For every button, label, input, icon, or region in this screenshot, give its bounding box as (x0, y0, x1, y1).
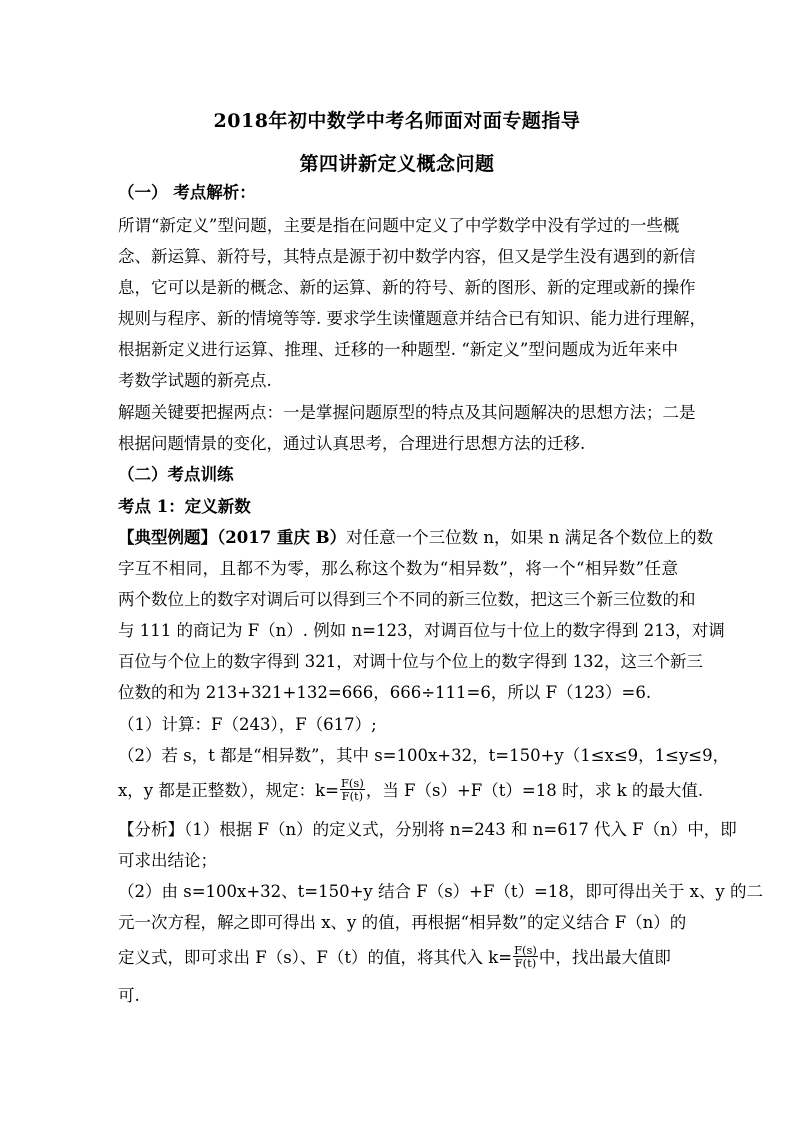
fraction-k (513, 944, 538, 969)
example-source: （2017 重庆 B） (217, 528, 347, 547)
analysis-text: 定义式，即可求出 F（s）、F（t）的值，将其代入 k= (118, 948, 513, 967)
key-points-line: 根据问题情景的变化，通过认真思考，合理进行思想方法的迁移. (118, 434, 586, 453)
section2-heading: （二）考点训练 (118, 465, 234, 484)
analysis-line: 可. (118, 986, 140, 1005)
fraction-k (340, 777, 365, 802)
intro-line: 息，它可以是新的概念、新的运算、新的符号、新的图形、新的定理或新的操作 (118, 278, 696, 297)
section1-heading: （一） 考点解析： (118, 183, 256, 202)
analysis-text: （1）根据 F（n）的定义式，分别将 n=243 和 n=617 代入 F（n）中，即 (184, 820, 737, 839)
fraction-denominator: F(t) (514, 956, 537, 970)
analysis-line (118, 819, 737, 841)
intro-line: 根据新定义进行运算、推理、迁移的一种题型. “新定义”型问题成为近年来中 (118, 340, 678, 359)
example-line: 与 111 的商记为 F（n）. 例如 n=123，对调百位与十位上的数字得到 213，对调 (118, 621, 725, 640)
analysis-line: 可求出结论； (118, 851, 217, 870)
example-line: 位数的和为 213+321+132=666，666÷111=6，所以 F（123）=6. (118, 683, 652, 702)
example-line (118, 527, 714, 549)
lecture-title: 第四讲新定义概念问题 (299, 153, 495, 175)
analysis-line (118, 943, 678, 971)
question-1: （1）计算：F（243），F（617）; (118, 715, 377, 734)
question-2-text: ，当 F（s）+F（t）=18 时，求 k 的最大值. (365, 781, 704, 800)
example-text: 对任意一个三位数 n，如果 n 满足各个数位上的数 (346, 528, 714, 547)
fraction-denominator: F(t) (341, 789, 364, 803)
key-points-line: 解题关键要把握两点：一是掌握问题原型的特点及其问题解决的思想方法；二是 (118, 403, 696, 422)
example-line: 两个数位上的数字对调后可以得到三个不同的新三位数，把这三个新三位数的和 (118, 590, 696, 609)
document-title: 2018年初中数学中考名师面对面专题指导 (213, 110, 581, 132)
example-line: 百位与个位上的数字得到 321，对调十位与个位上的数字得到 132，这三个新三 (118, 652, 703, 671)
question-2-text: x，y 都是正整数），规定：k= (118, 781, 339, 800)
intro-line: 念、新运算、新符号，其特点是源于初中数学内容，但又是学生没有遇到的新信 (118, 247, 696, 266)
question-2-line: （2）若 s，t 都是“相异数”，其中 s=100x+32，t=150+y（1≤x≤9，1≤y≤9， (118, 746, 730, 765)
point1-heading: 考点 1：定义新数 (118, 497, 251, 516)
intro-line: 所谓“新定义”型问题，主要是指在问题中定义了中学数学中没有学过的一些概 (118, 216, 680, 235)
analysis-line: （2）由 s=100x+32、t=150+y 结合 F（s）+F（t）=18，即可得出关于 x、y 的二 (118, 882, 763, 901)
intro-line: 规则与程序、新的情境等等. 要求学生读懂题意并结合已有知识、能力进行理解， (118, 309, 706, 328)
analysis-text: 中，找出最大值即 (538, 948, 671, 967)
analysis-tag: 【分析】 (118, 820, 184, 839)
fraction-numerator: F(s) (514, 943, 537, 957)
fraction-numerator: F(s) (340, 776, 364, 790)
example-line: 字互不相同，且都不为零，那么称这个数为“相异数”，将一个“相异数”任意 (118, 559, 678, 578)
question-2-line (118, 776, 704, 804)
example-tag: 【典型例题】 (118, 528, 217, 547)
intro-line: 考数学试题的新亮点. (118, 371, 272, 390)
analysis-line: 元一次方程，解之即可得出 x、y 的值，再根据“相异数”的定义结合 F（n）的 (118, 913, 687, 932)
